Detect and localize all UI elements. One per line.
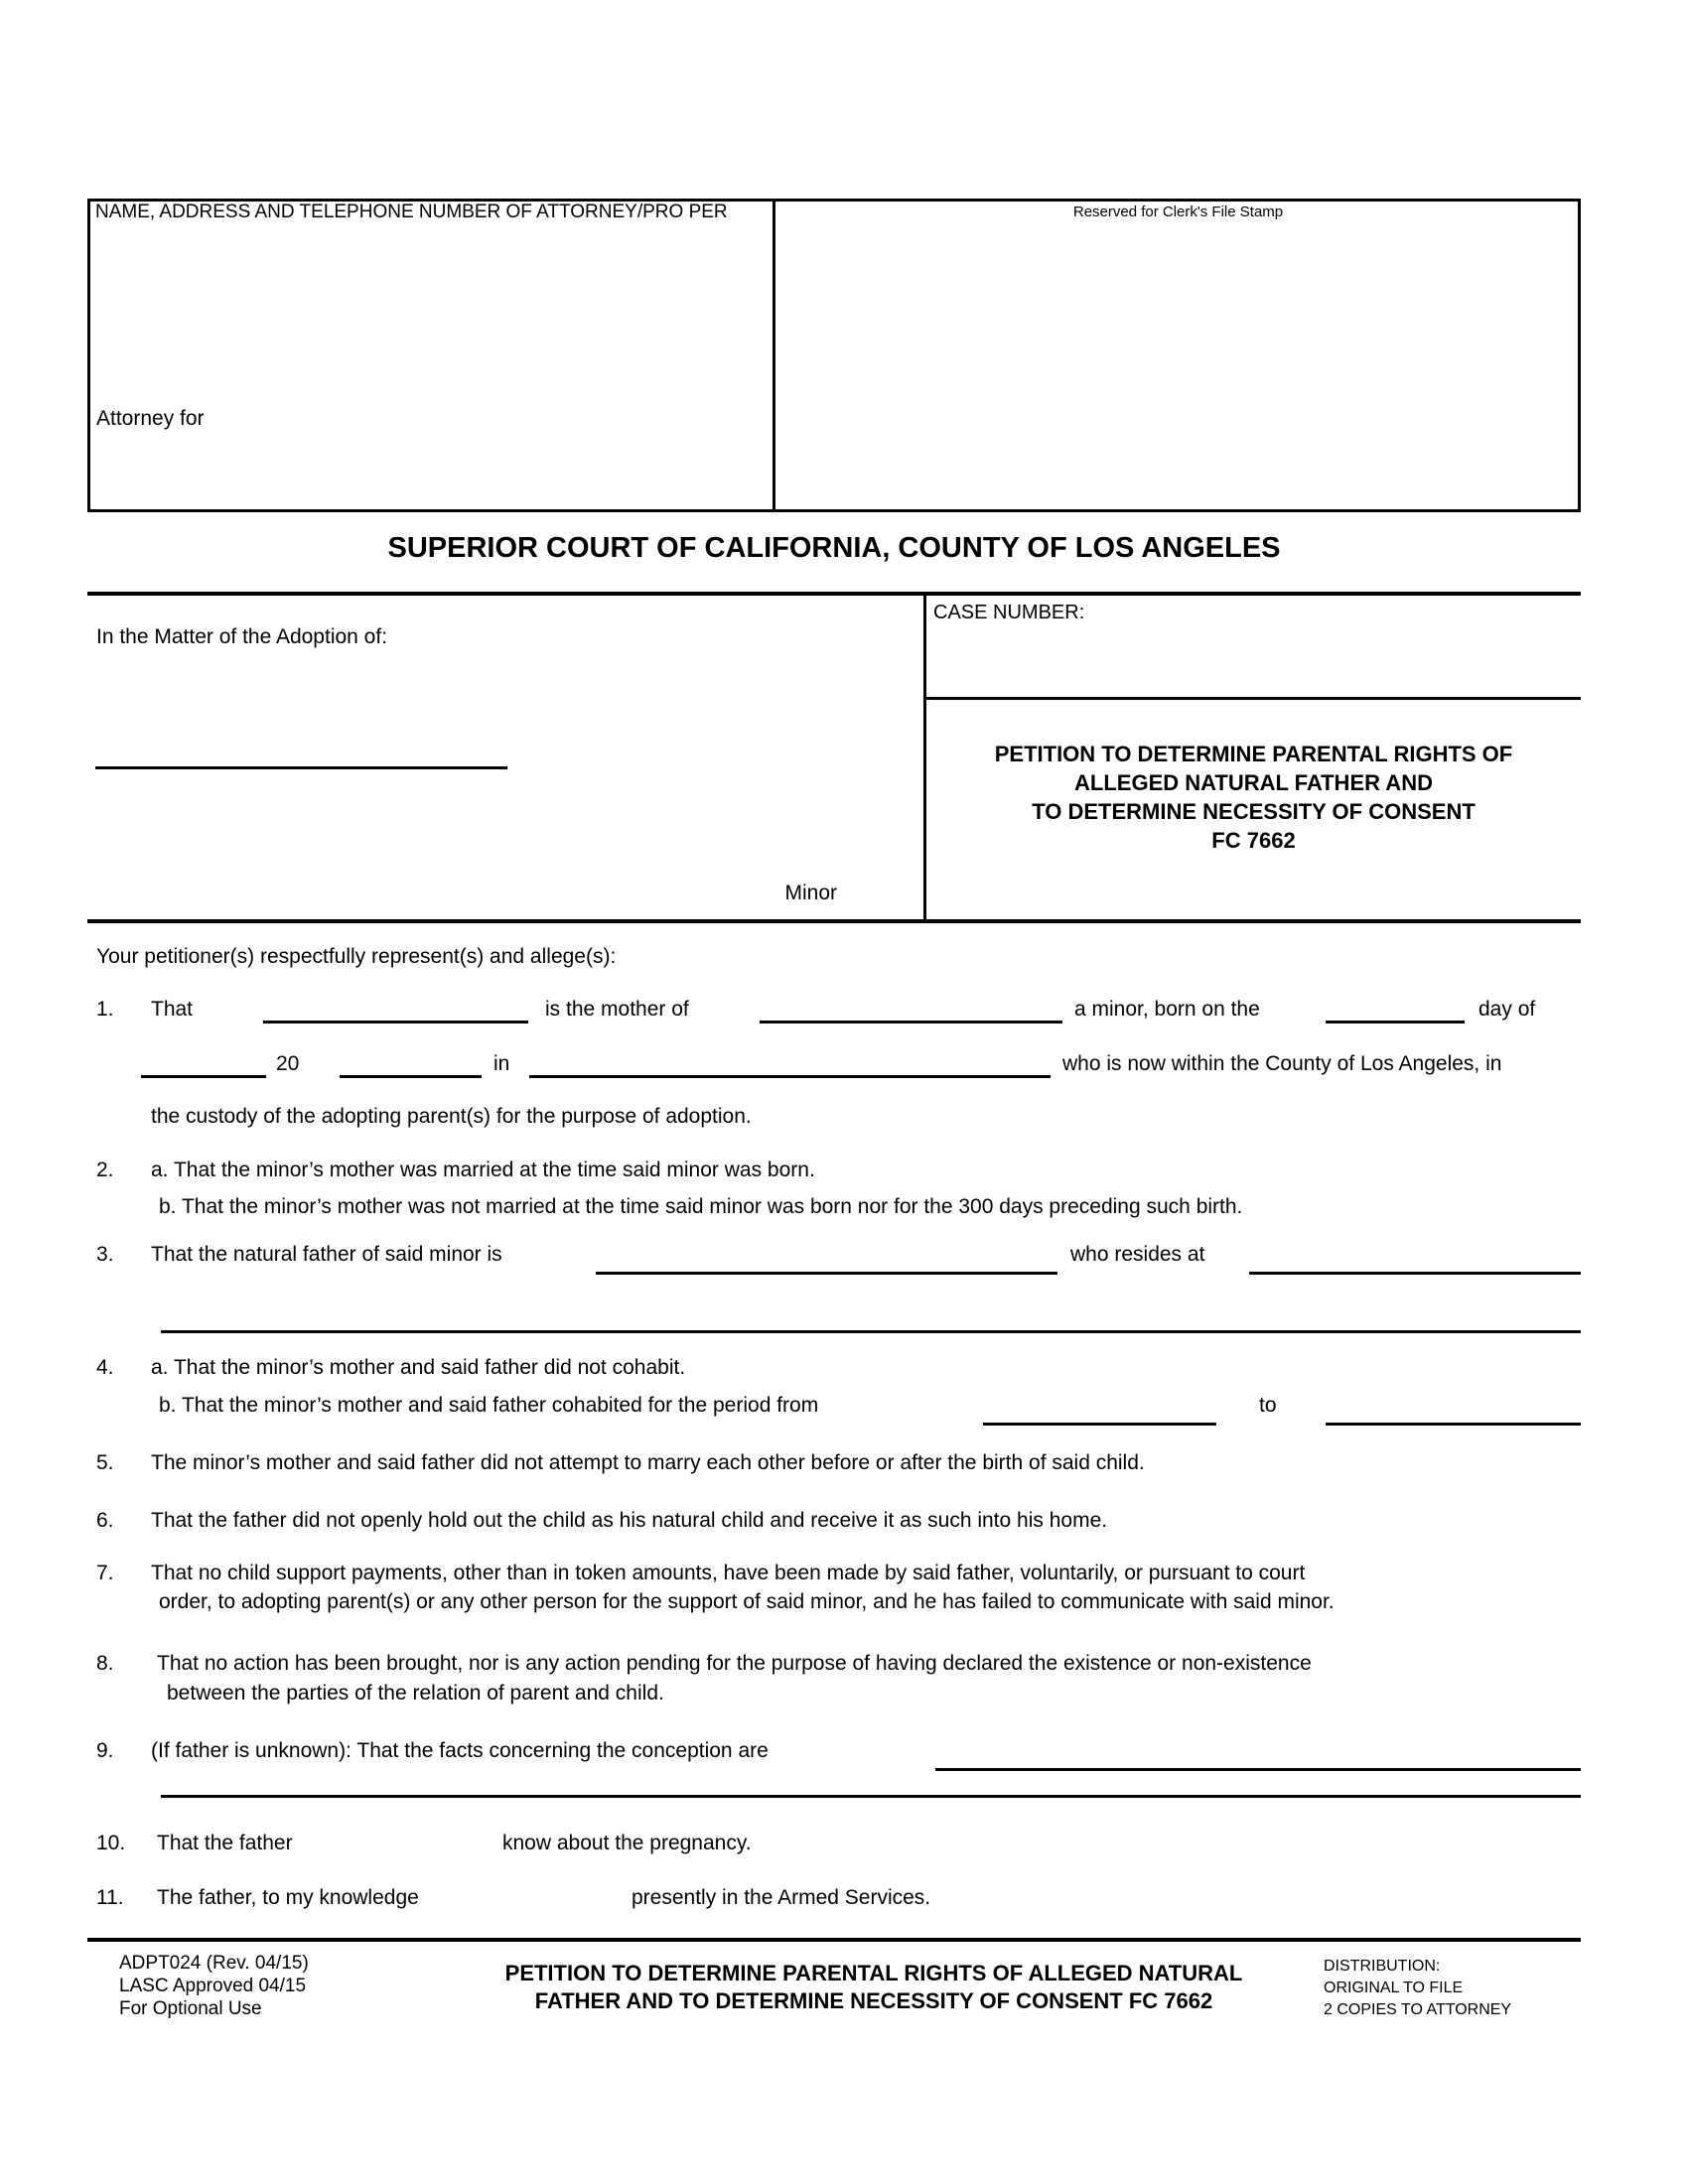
minor-name-field[interactable]: [760, 1021, 1062, 1024]
case-number-cell-rule: [926, 697, 1581, 700]
item2a-text: a. That the minor’s mother was married at the time said minor was born.: [151, 1159, 815, 1181]
clerk-stamp-label: Reserved for Clerk's File Stamp: [1072, 204, 1284, 220]
mother-name-field[interactable]: [263, 1021, 528, 1024]
item7-line2: order, to adopting parent(s) or any other person for the support of said minor, and he has failed to communicate with said minor.: [159, 1590, 1335, 1613]
item6-text: That the father did not openly hold out the child as his natural child and receive it as such into his home.: [151, 1509, 1108, 1532]
caption-bottom-rule: [87, 919, 1581, 923]
attorney-clerk-box: [87, 199, 1581, 512]
item4b-text: b. That the minor’s mother and said father cohabited for the period from: [159, 1394, 819, 1417]
footer-approved: LASC Approved 04/15: [119, 1976, 307, 1996]
item7-line1: That no child support payments, other than in token amounts, have been made by said father, voluntarily, or pursuant to court: [151, 1562, 1306, 1584]
cohabit-to-field[interactable]: [1326, 1423, 1581, 1426]
birth-month-field[interactable]: [141, 1075, 266, 1078]
item11-tail-label: presently in the Armed Services.: [632, 1886, 931, 1909]
item5-text: The minor’s mother and said father did not attempt to marry each other before or after the birth of said child.: [151, 1451, 1145, 1474]
item3-lead-label: That the natural father of said minor is: [151, 1243, 502, 1266]
footer-optional-use: For Optional Use: [119, 1998, 262, 2019]
item8-line2: between the parties of the relation of parent and child.: [167, 1682, 664, 1705]
item10-tail-label: know about the pregnancy.: [502, 1832, 752, 1854]
petition-title-line: TO DETERMINE NECESSITY OF CONSENT: [1032, 799, 1476, 824]
item4a-text: a. That the minor’s mother and said father did not cohabit.: [151, 1356, 686, 1379]
item5-number: 5.: [96, 1451, 114, 1474]
father-address-continuation-field[interactable]: [161, 1330, 1581, 1333]
item9-text: (If father is unknown): That the facts concerning the conception are: [151, 1739, 769, 1762]
court-title: SUPERIOR COURT OF CALIFORNIA, COUNTY OF LOS ANGELES: [387, 532, 1281, 564]
father-address-field[interactable]: [1249, 1272, 1581, 1275]
birth-year-field[interactable]: [340, 1075, 482, 1078]
conception-facts-continuation-field[interactable]: [161, 1795, 1581, 1798]
footer-title-line1: PETITION TO DETERMINE PARENTAL RIGHTS OF ALLEGED NATURAL: [504, 1961, 1243, 1985]
petition-title-block: [926, 740, 1581, 855]
item10-lead-label: That the father: [157, 1832, 293, 1854]
item10-number: 10.: [96, 1832, 126, 1854]
petition-title-line: ALLEGED NATURAL FATHER AND: [1074, 770, 1433, 795]
item4-to-label: to: [1259, 1394, 1277, 1417]
item1-day-of-label: day of: [1478, 998, 1536, 1021]
item4-number: 4.: [96, 1356, 114, 1379]
footer-distribution-line2: 2 COPIES TO ATTORNEY: [1324, 2001, 1512, 2018]
petition-title-line: FC 7662: [1211, 828, 1296, 853]
item3-resides-label: who resides at: [1070, 1243, 1205, 1266]
item1-that-label: That: [151, 998, 194, 1021]
birth-day-field[interactable]: [1326, 1021, 1465, 1024]
birth-place-field[interactable]: [529, 1075, 1051, 1078]
item8-line1: That no action has been brought, nor is any action pending for the purpose of having declared the existence or non-existence: [157, 1652, 1312, 1675]
footer-form-number: ADPT024 (Rev. 04/15): [119, 1953, 309, 1974]
footer-title-line2: FATHER AND TO DETERMINE NECESSITY OF CONSENT FC 7662: [534, 1988, 1213, 2013]
item1-in-label: in: [493, 1052, 510, 1075]
footer-distribution-line1: ORIGINAL TO FILE: [1324, 1979, 1464, 1996]
attorney-for-label: Attorney for: [96, 407, 205, 430]
matter-label: In the Matter of the Adoption of:: [96, 625, 388, 648]
item1-mother-of-label: is the mother of: [545, 998, 689, 1021]
adoption-matter-name-field[interactable]: [95, 766, 507, 769]
intro-line: Your petitioner(s) respectfully represent(s) and allege(s):: [96, 945, 617, 968]
cohabit-from-field[interactable]: [983, 1423, 1216, 1426]
attorney-clerk-box-divider: [773, 199, 775, 512]
item6-number: 6.: [96, 1509, 114, 1532]
item2b-text: b. That the minor’s mother was not married at the time said minor was born nor for the 300 days preceding such birth.: [159, 1195, 1243, 1218]
title-rule: [87, 592, 1581, 596]
footer-distribution-label: DISTRIBUTION:: [1324, 1958, 1441, 1975]
minor-label: Minor: [784, 882, 837, 904]
item9-number: 9.: [96, 1739, 114, 1762]
item2-number: 2.: [96, 1159, 114, 1181]
conception-facts-field[interactable]: [935, 1768, 1581, 1771]
father-name-field[interactable]: [596, 1272, 1057, 1275]
item11-lead-label: The father, to my knowledge: [157, 1886, 419, 1909]
footer-title-block: [278, 1960, 1470, 2015]
petition-title-line: PETITION TO DETERMINE PARENTAL RIGHTS OF: [994, 742, 1513, 766]
footer-distribution-block: [1324, 1956, 1511, 2021]
item3-number: 3.: [96, 1243, 114, 1266]
item1-number: 1.: [96, 998, 114, 1021]
case-number-label: CASE NUMBER:: [933, 602, 1085, 623]
item1-county-label: who is now within the County of Los Angeles, in: [1062, 1052, 1502, 1075]
item11-number: 11.: [96, 1886, 124, 1909]
item8-number: 8.: [96, 1652, 114, 1675]
item1-minor-born-label: a minor, born on the: [1074, 998, 1260, 1021]
item1-year-20-label: 20: [276, 1052, 300, 1075]
footer-rule: [87, 1938, 1581, 1942]
item7-number: 7.: [96, 1562, 114, 1584]
item1-custody-label: the custody of the adopting parent(s) for the purpose of adoption.: [151, 1105, 752, 1128]
attorney-box-label: NAME, ADDRESS AND TELEPHONE NUMBER OF ATTORNEY/PRO PER: [95, 202, 728, 222]
